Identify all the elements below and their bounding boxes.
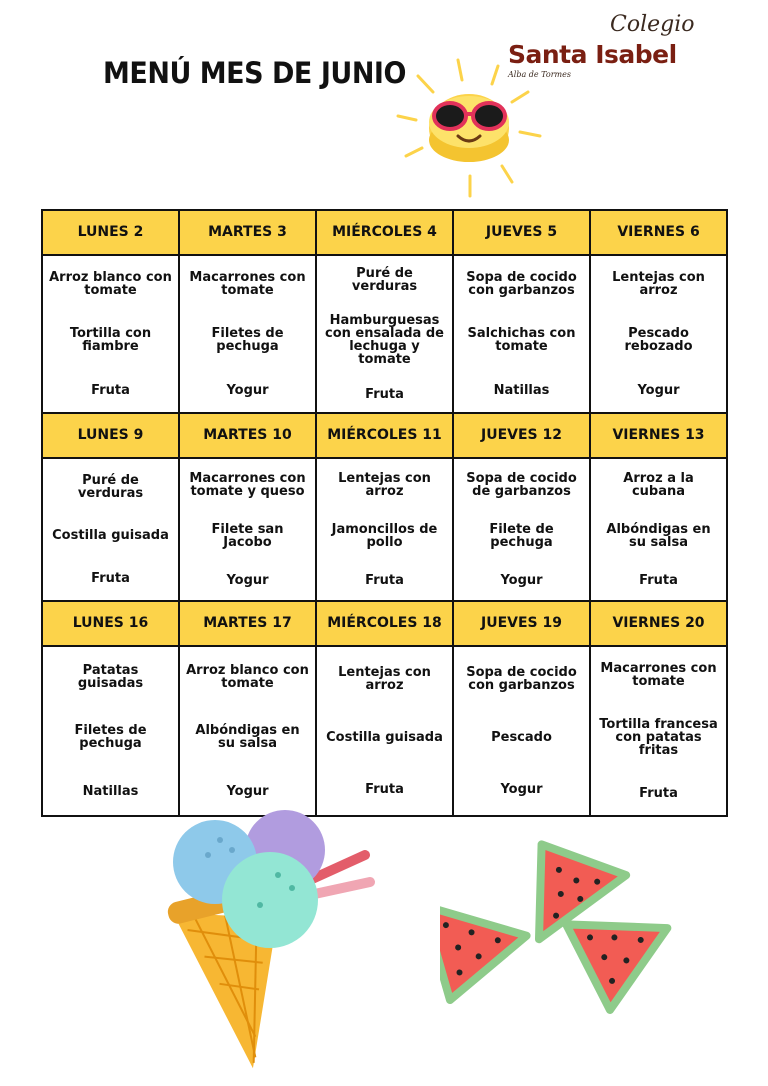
sun-with-sunglasses-icon xyxy=(388,58,548,198)
day-menu-cell xyxy=(179,458,316,601)
menu-item: Lentejas con arroz xyxy=(338,665,431,694)
menu-item: Salchichas con tomate xyxy=(467,326,576,355)
day-menu-cell xyxy=(590,458,727,601)
week-menu-row xyxy=(42,255,727,413)
day-header: LUNES 2 xyxy=(42,210,179,255)
logo-colegio-text: Colegio xyxy=(610,12,695,37)
menu-item: Hamburguesas con ensalada de lechuga y tomate xyxy=(325,313,444,368)
menu-item: Lentejas con arroz xyxy=(338,470,431,499)
logo-name-text: Santa Isabel xyxy=(508,40,677,69)
menu-item: Yogur xyxy=(637,382,680,398)
menu-item: Jamoncillos de pollo xyxy=(331,521,438,550)
day-header: VIERNES 13 xyxy=(590,413,727,458)
menu-item: Macarrones con tomate xyxy=(600,661,717,689)
menu-item: Macarrones con tomate xyxy=(189,270,306,299)
day-header: MIÉRCOLES 11 xyxy=(316,413,453,458)
menu-item: Costilla guisada xyxy=(326,729,443,745)
menu-item: Fruta xyxy=(91,382,130,398)
day-header: MARTES 17 xyxy=(179,601,316,646)
menu-item: Sopa de cocido con garbanzos xyxy=(466,665,577,694)
day-header: MARTES 3 xyxy=(179,210,316,255)
menu-item: Arroz blanco con tomate xyxy=(186,663,309,692)
menu-item: Filete de pechuga xyxy=(489,521,554,550)
menu-item: Pescado xyxy=(491,729,552,745)
menu-item: Arroz a la cubana xyxy=(623,470,694,499)
day-menu-cell xyxy=(316,458,453,601)
day-menu-cell xyxy=(179,255,316,413)
menu-item: Tortilla francesa con patatas fritas xyxy=(599,717,718,758)
day-menu-cell xyxy=(590,255,727,413)
day-menu-cell xyxy=(42,255,179,413)
day-header: JUEVES 19 xyxy=(453,601,590,646)
menu-item: Yogur xyxy=(226,382,269,398)
menu-item: Fruta xyxy=(91,571,130,587)
menu-item: Pescado rebozado xyxy=(624,326,693,355)
menu-item: Arroz blanco con tomate xyxy=(49,270,172,299)
menu-item: Fruta xyxy=(365,781,404,797)
day-header: LUNES 9 xyxy=(42,413,179,458)
week-header-row xyxy=(42,210,727,255)
watermelon-slice-icon xyxy=(440,830,740,1030)
menu-table xyxy=(41,209,728,817)
menu-item: Albóndigas en su salsa xyxy=(606,521,711,550)
week-menu-row xyxy=(42,458,727,601)
menu-item: Albóndigas en su salsa xyxy=(195,723,300,752)
ice-cream-cone-icon xyxy=(160,810,380,1070)
week-header-row xyxy=(42,601,727,646)
menu-item: Sopa de cocido con garbanzos xyxy=(466,270,577,299)
day-header: VIERNES 20 xyxy=(590,601,727,646)
day-menu-cell xyxy=(590,646,727,816)
day-header: MARTES 10 xyxy=(179,413,316,458)
menu-item: Puré de verduras xyxy=(77,472,144,501)
menu-item: Natillas xyxy=(493,382,550,398)
day-menu-cell xyxy=(453,646,590,816)
day-menu-cell xyxy=(316,646,453,816)
menu-item: Filetes de pechuga xyxy=(211,326,284,355)
page-title: MENÚ MES DE JUNIO xyxy=(103,56,406,90)
menu-item: Puré de verduras xyxy=(351,265,418,294)
day-header: JUEVES 12 xyxy=(453,413,590,458)
day-menu-cell xyxy=(179,646,316,816)
menu-item: Yogur xyxy=(226,783,269,799)
menu-item: Patatas guisadas xyxy=(77,663,144,692)
menu-item: Lentejas con arroz xyxy=(612,270,705,299)
menu-item: Yogur xyxy=(500,573,543,589)
menu-item: Fruta xyxy=(365,387,404,403)
menu-item: Costilla guisada xyxy=(52,528,169,544)
day-menu-cell xyxy=(316,255,453,413)
day-header: JUEVES 5 xyxy=(453,210,590,255)
menu-item: Filete san Jacobo xyxy=(211,521,284,550)
day-menu-cell xyxy=(42,458,179,601)
day-header: MIÉRCOLES 18 xyxy=(316,601,453,646)
menu-item: Fruta xyxy=(639,573,678,589)
day-header: VIERNES 6 xyxy=(590,210,727,255)
logo-sub-text: Alba de Tormes xyxy=(508,70,571,79)
day-menu-cell xyxy=(42,646,179,816)
week-menu-row xyxy=(42,646,727,816)
menu-item: Fruta xyxy=(365,573,404,589)
day-menu-cell xyxy=(453,255,590,413)
menu-item: Fruta xyxy=(639,786,678,801)
menu-item: Macarrones con tomate y queso xyxy=(189,470,306,499)
menu-item: Natillas xyxy=(82,783,139,799)
menu-item: Filetes de pechuga xyxy=(74,723,147,752)
week-header-row xyxy=(42,413,727,458)
day-header: MIÉRCOLES 4 xyxy=(316,210,453,255)
day-menu-cell xyxy=(453,458,590,601)
menu-item: Tortilla con fiambre xyxy=(69,326,152,355)
menu-item: Yogur xyxy=(500,781,543,797)
day-header: LUNES 16 xyxy=(42,601,179,646)
menu-item: Yogur xyxy=(226,573,269,589)
menu-item: Sopa de cocido de garbanzos xyxy=(466,470,577,499)
